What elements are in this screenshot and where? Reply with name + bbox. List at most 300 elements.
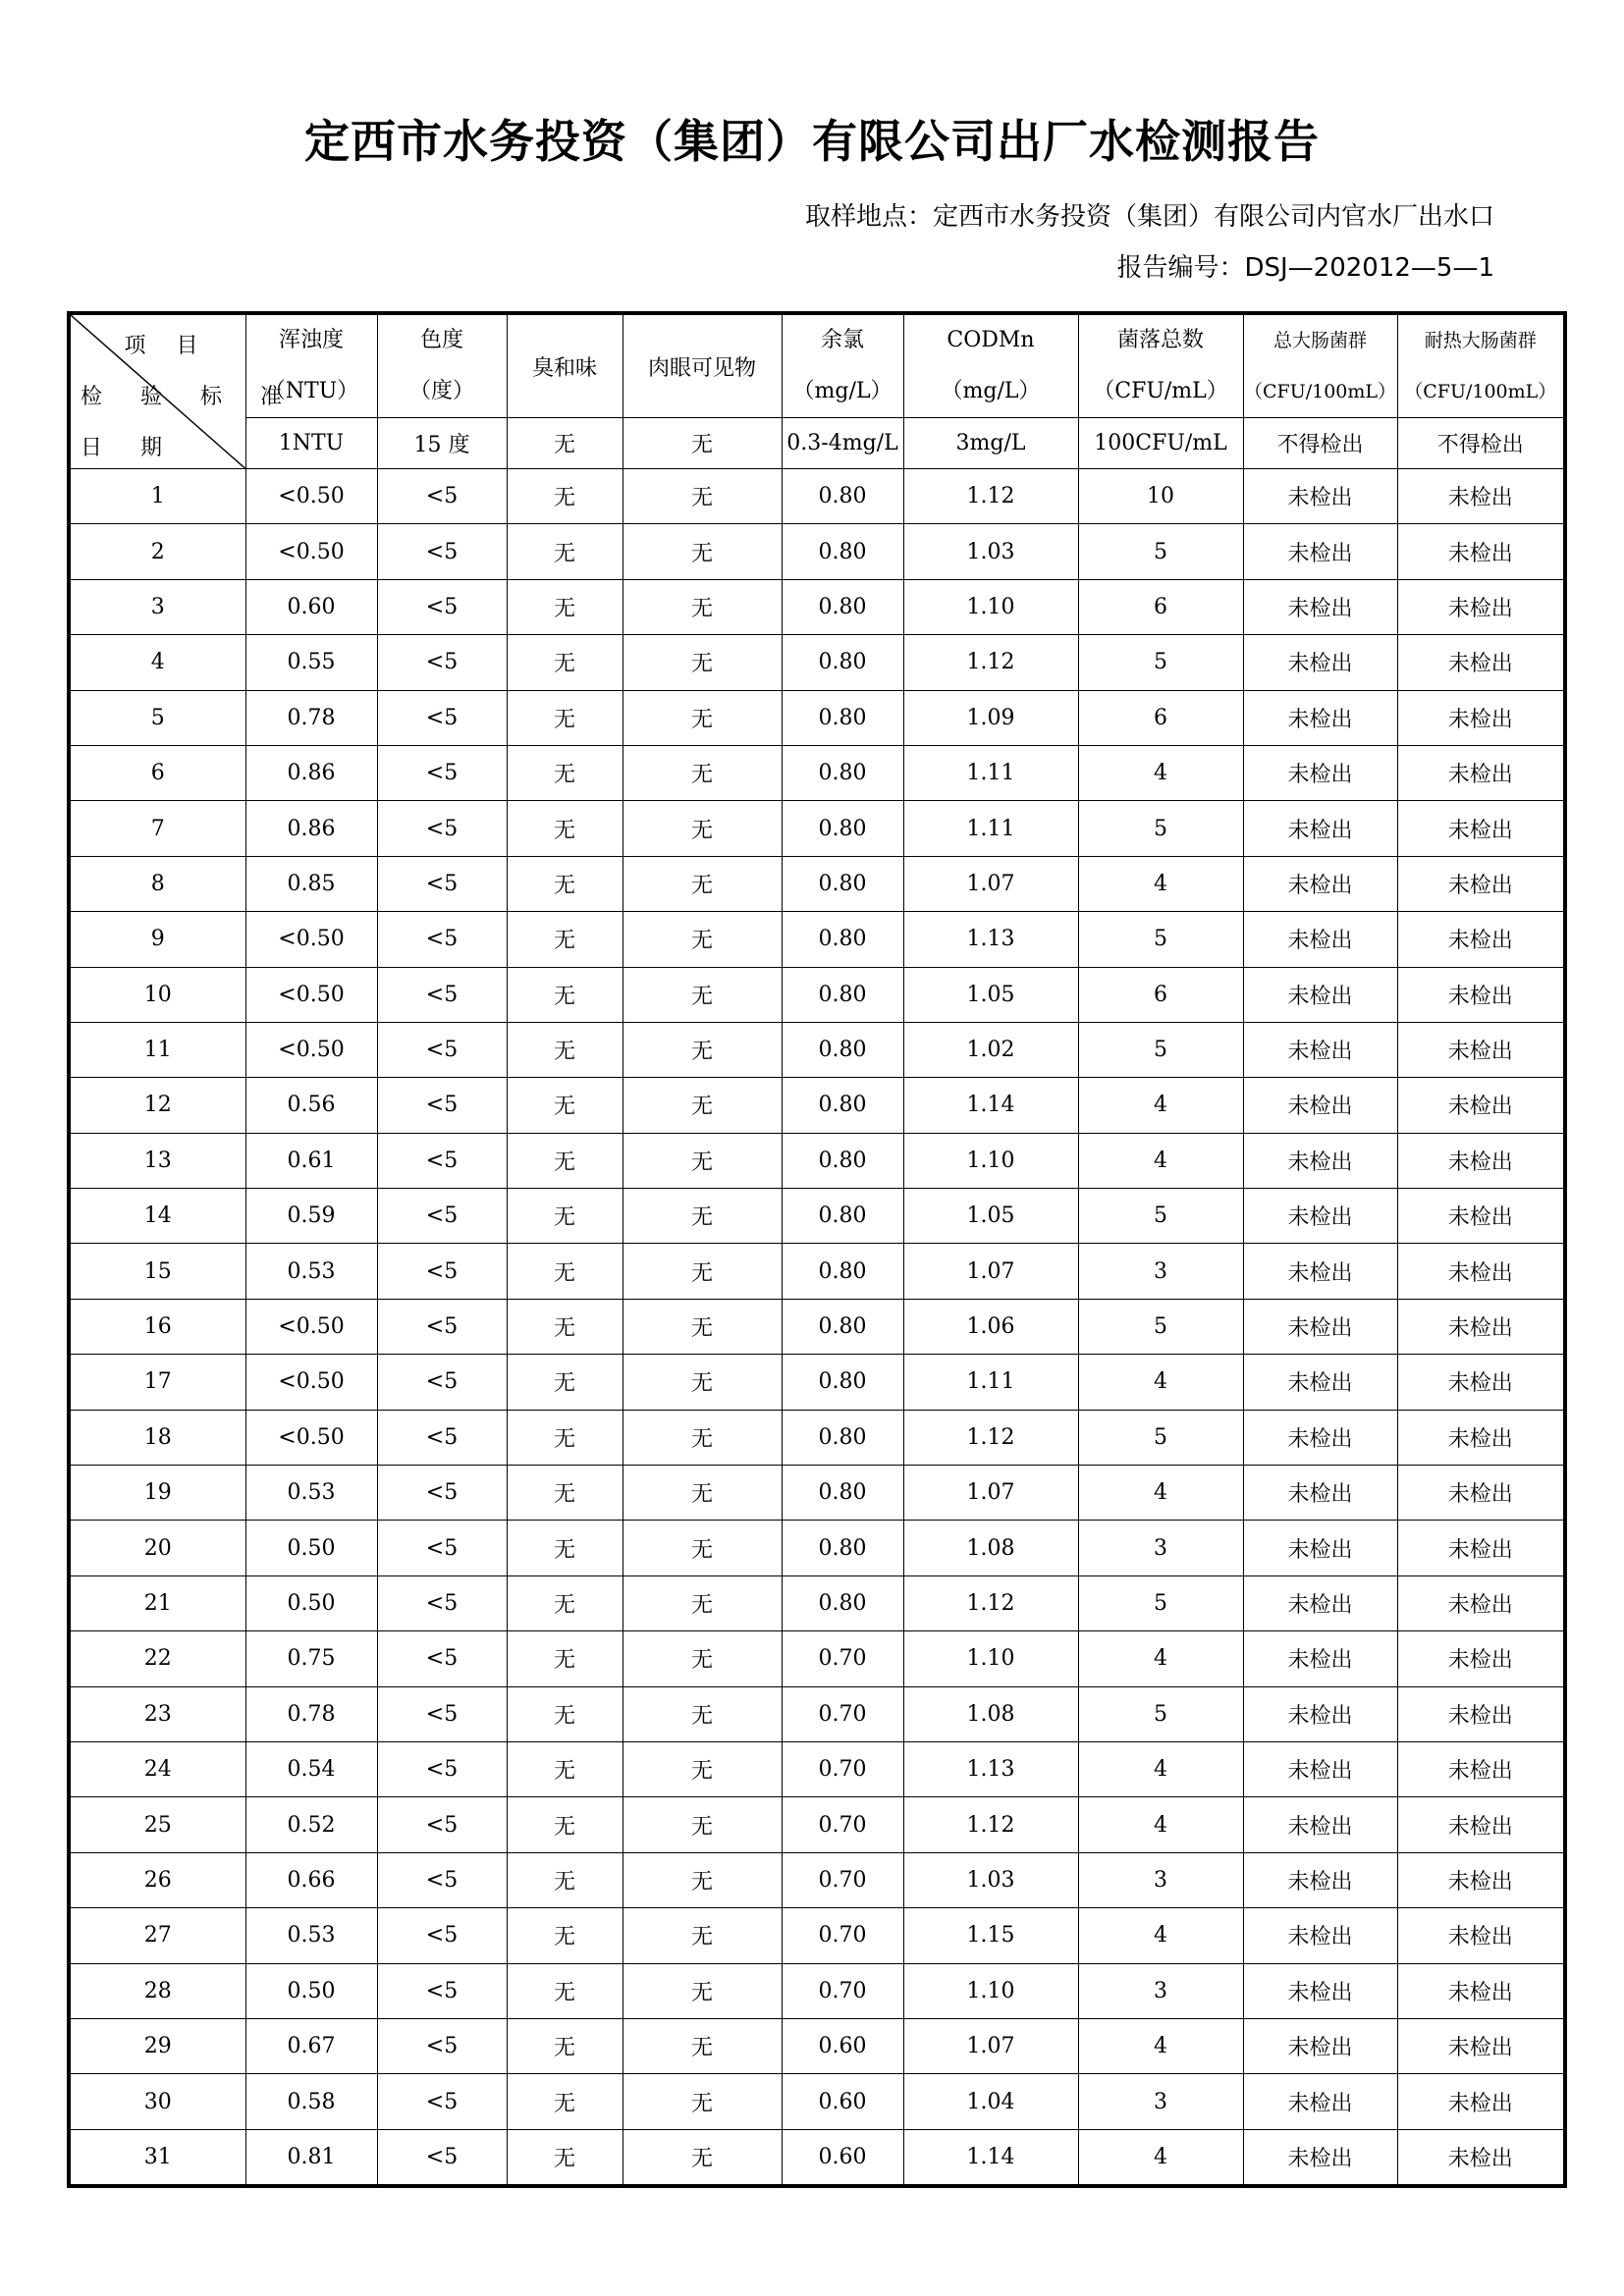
- value-cell: 未检出: [1397, 1022, 1565, 1077]
- date-cell: 13: [69, 1133, 245, 1188]
- diag-item-label: 项 目: [124, 334, 210, 358]
- value-cell: 未检出: [1243, 2018, 1397, 2073]
- value-cell: 未检出: [1243, 1022, 1397, 1077]
- standard-cell: 3mg/L: [903, 418, 1078, 469]
- diag-date-label: 日 期: [81, 436, 178, 460]
- value-cell: 未检出: [1397, 1466, 1565, 1521]
- value-cell: <5: [377, 1355, 507, 1410]
- value-cell: 0.67: [245, 2018, 377, 2073]
- value-cell: 4: [1078, 745, 1243, 800]
- value-cell: 0.80: [782, 1244, 903, 1299]
- date-cell: 31: [69, 2129, 245, 2186]
- col-header: CODMn （mg/L）: [903, 313, 1078, 418]
- col-header: 浑浊度 （NTU）: [245, 313, 377, 418]
- table-row: [69, 2074, 1565, 2129]
- value-cell: 1.03: [903, 1852, 1078, 1907]
- value-cell: 5: [1078, 1575, 1243, 1630]
- value-cell: 0.55: [245, 635, 377, 690]
- value-cell: 无: [623, 1963, 782, 2018]
- value-cell: 0.70: [782, 1963, 903, 2018]
- value-cell: 未检出: [1397, 1410, 1565, 1465]
- value-cell: <5: [377, 2074, 507, 2129]
- value-cell: 1.11: [903, 1355, 1078, 1410]
- value-cell: 1.03: [903, 524, 1078, 579]
- table-row: [69, 579, 1565, 634]
- table-row: [69, 1299, 1565, 1354]
- table-body: [69, 469, 1565, 2187]
- table-row: [69, 1466, 1565, 1521]
- value-cell: <0.50: [245, 967, 377, 1022]
- value-cell: 1.07: [903, 1244, 1078, 1299]
- value-cell: 未检出: [1243, 524, 1397, 579]
- table-row: [69, 1189, 1565, 1244]
- value-cell: <0.50: [245, 524, 377, 579]
- value-cell: <5: [377, 2129, 507, 2186]
- value-cell: 未检出: [1397, 469, 1565, 524]
- value-cell: 无: [507, 1189, 623, 1244]
- standard-cell: 1NTU: [245, 418, 377, 469]
- date-cell: 14: [69, 1189, 245, 1244]
- value-cell: 1.07: [903, 1466, 1078, 1521]
- value-cell: 0.86: [245, 745, 377, 800]
- value-cell: 4: [1078, 856, 1243, 911]
- value-cell: 未检出: [1243, 745, 1397, 800]
- value-cell: 无: [623, 1078, 782, 1133]
- table-row: [69, 524, 1565, 579]
- value-cell: 未检出: [1243, 801, 1397, 856]
- value-cell: 1.05: [903, 1189, 1078, 1244]
- value-cell: 未检出: [1243, 967, 1397, 1022]
- value-cell: 未检出: [1397, 1078, 1565, 1133]
- value-cell: 无: [623, 967, 782, 1022]
- value-cell: 0.80: [782, 1466, 903, 1521]
- value-cell: <0.50: [245, 1410, 377, 1465]
- table-row: [69, 1631, 1565, 1686]
- value-cell: 5: [1078, 912, 1243, 967]
- date-cell: 29: [69, 2018, 245, 2073]
- value-cell: 1.12: [903, 469, 1078, 524]
- value-cell: 无: [507, 1244, 623, 1299]
- value-cell: 无: [623, 1189, 782, 1244]
- date-cell: 5: [69, 690, 245, 745]
- header-row-standards: [69, 418, 1565, 469]
- date-cell: 4: [69, 635, 245, 690]
- report-title: 定西市水务投资（集团）有限公司出厂水检测报告: [304, 115, 1320, 168]
- value-cell: 1.12: [903, 635, 1078, 690]
- table-row: [69, 745, 1565, 800]
- date-cell: 24: [69, 1741, 245, 1796]
- value-cell: 0.86: [245, 801, 377, 856]
- value-cell: 未检出: [1397, 967, 1565, 1022]
- col-header: 肉眼可见物: [623, 313, 782, 418]
- value-cell: 0.80: [782, 1189, 903, 1244]
- value-cell: 无: [623, 1521, 782, 1575]
- value-cell: 0.70: [782, 1908, 903, 1963]
- value-cell: 无: [507, 912, 623, 967]
- value-cell: 未检出: [1397, 856, 1565, 911]
- value-cell: 1.10: [903, 1133, 1078, 1188]
- value-cell: 1.10: [903, 579, 1078, 634]
- value-cell: <5: [377, 1908, 507, 1963]
- value-cell: 未检出: [1397, 524, 1565, 579]
- standard-cell: 0.3-4mg/L: [782, 418, 903, 469]
- value-cell: <5: [377, 1521, 507, 1575]
- value-cell: 0.80: [782, 801, 903, 856]
- value-cell: 无: [507, 1908, 623, 1963]
- table-row: [69, 1022, 1565, 1077]
- value-cell: 无: [623, 524, 782, 579]
- value-cell: 4: [1078, 1631, 1243, 1686]
- col-header: 总大肠菌群 （CFU/100mL）: [1243, 313, 1397, 418]
- date-cell: 30: [69, 2074, 245, 2129]
- date-cell: 8: [69, 856, 245, 911]
- value-cell: <5: [377, 856, 507, 911]
- value-cell: 未检出: [1243, 1963, 1397, 2018]
- value-cell: 无: [507, 856, 623, 911]
- value-cell: 1.12: [903, 1797, 1078, 1852]
- value-cell: 未检出: [1243, 635, 1397, 690]
- value-cell: <5: [377, 1189, 507, 1244]
- value-cell: 1.11: [903, 801, 1078, 856]
- value-cell: 0.80: [782, 1575, 903, 1630]
- standard-cell: 100CFU/mL: [1078, 418, 1243, 469]
- table-row: [69, 1908, 1565, 1963]
- value-cell: 无: [623, 690, 782, 745]
- date-cell: 23: [69, 1686, 245, 1741]
- value-cell: 无: [507, 1686, 623, 1741]
- value-cell: 0.52: [245, 1797, 377, 1852]
- value-cell: 未检出: [1243, 1244, 1397, 1299]
- value-cell: 1.05: [903, 967, 1078, 1022]
- table-row: [69, 856, 1565, 911]
- date-cell: 7: [69, 801, 245, 856]
- value-cell: 3: [1078, 1963, 1243, 2018]
- value-cell: 无: [507, 1355, 623, 1410]
- value-cell: 0.60: [245, 579, 377, 634]
- value-cell: 0.60: [782, 2129, 903, 2186]
- value-cell: 3: [1078, 1852, 1243, 1907]
- value-cell: 未检出: [1243, 1686, 1397, 1741]
- value-cell: 4: [1078, 1741, 1243, 1796]
- value-cell: <5: [377, 967, 507, 1022]
- value-cell: <5: [377, 1797, 507, 1852]
- value-cell: 1.15: [903, 1908, 1078, 1963]
- value-cell: 无: [623, 801, 782, 856]
- table-row: [69, 967, 1565, 1022]
- value-cell: 0.75: [245, 1631, 377, 1686]
- value-cell: 未检出: [1397, 1521, 1565, 1575]
- value-cell: 4: [1078, 1466, 1243, 1521]
- table-row: [69, 1963, 1565, 2018]
- value-cell: 0.53: [245, 1908, 377, 1963]
- date-cell: 1: [69, 469, 245, 524]
- value-cell: 未检出: [1397, 1244, 1565, 1299]
- value-cell: 无: [507, 1078, 623, 1133]
- value-cell: 5: [1078, 801, 1243, 856]
- value-cell: 0.56: [245, 1078, 377, 1133]
- value-cell: 无: [623, 856, 782, 911]
- value-cell: 无: [623, 469, 782, 524]
- value-cell: 无: [507, 2074, 623, 2129]
- value-cell: <5: [377, 801, 507, 856]
- value-cell: 无: [623, 635, 782, 690]
- value-cell: 未检出: [1243, 2074, 1397, 2129]
- date-cell: 11: [69, 1022, 245, 1077]
- value-cell: <5: [377, 912, 507, 967]
- value-cell: 未检出: [1397, 635, 1565, 690]
- value-cell: 无: [623, 1852, 782, 1907]
- standard-cell: 无: [507, 418, 623, 469]
- value-cell: 无: [623, 1410, 782, 1465]
- value-cell: <5: [377, 1741, 507, 1796]
- value-cell: 5: [1078, 524, 1243, 579]
- value-cell: 未检出: [1397, 912, 1565, 967]
- value-cell: 1.12: [903, 1410, 1078, 1465]
- value-cell: 1.08: [903, 1686, 1078, 1741]
- table-row: [69, 1797, 1565, 1852]
- table-row: [69, 1852, 1565, 1907]
- value-cell: 未检出: [1397, 1299, 1565, 1354]
- value-cell: 1.09: [903, 690, 1078, 745]
- date-cell: 16: [69, 1299, 245, 1354]
- report-number: 报告编号：DSJ—202012—5—1: [1116, 253, 1494, 283]
- value-cell: 未检出: [1243, 1797, 1397, 1852]
- value-cell: 无: [623, 2129, 782, 2186]
- value-cell: 0.50: [245, 1521, 377, 1575]
- value-cell: 0.80: [782, 1521, 903, 1575]
- value-cell: 6: [1078, 690, 1243, 745]
- value-cell: 无: [507, 2018, 623, 2073]
- value-cell: 无: [623, 745, 782, 800]
- value-cell: 0.53: [245, 1244, 377, 1299]
- value-cell: 0.80: [782, 1299, 903, 1354]
- value-cell: 未检出: [1243, 1575, 1397, 1630]
- value-cell: 0.70: [782, 1741, 903, 1796]
- value-cell: 1.10: [903, 1631, 1078, 1686]
- value-cell: 0.80: [782, 524, 903, 579]
- value-cell: 10: [1078, 469, 1243, 524]
- value-cell: 无: [623, 579, 782, 634]
- value-cell: 无: [507, 1852, 623, 1907]
- col-header: 余氯 （mg/L）: [782, 313, 903, 418]
- value-cell: 6: [1078, 579, 1243, 634]
- value-cell: <0.50: [245, 1355, 377, 1410]
- value-cell: 未检出: [1243, 579, 1397, 634]
- date-cell: 26: [69, 1852, 245, 1907]
- value-cell: 0.80: [782, 1410, 903, 1465]
- table-row: [69, 1686, 1565, 1741]
- value-cell: 0.70: [782, 1797, 903, 1852]
- value-cell: 0.54: [245, 1741, 377, 1796]
- value-cell: 未检出: [1397, 2129, 1565, 2186]
- value-cell: 1.10: [903, 1963, 1078, 2018]
- value-cell: <5: [377, 1410, 507, 1465]
- value-cell: 0.80: [782, 856, 903, 911]
- value-cell: 未检出: [1243, 1133, 1397, 1188]
- value-cell: 无: [507, 1022, 623, 1077]
- value-cell: <5: [377, 1078, 507, 1133]
- value-cell: 未检出: [1397, 579, 1565, 634]
- col-header: 菌落总数 （CFU/mL）: [1078, 313, 1243, 418]
- value-cell: 0.50: [245, 1963, 377, 2018]
- value-cell: 未检出: [1397, 690, 1565, 745]
- value-cell: 0.61: [245, 1133, 377, 1188]
- value-cell: <5: [377, 1244, 507, 1299]
- value-cell: 1.08: [903, 1521, 1078, 1575]
- water-quality-table: [67, 311, 1567, 2188]
- value-cell: 3: [1078, 2074, 1243, 2129]
- value-cell: 0.58: [245, 2074, 377, 2129]
- value-cell: 未检出: [1243, 2129, 1397, 2186]
- value-cell: 未检出: [1243, 1741, 1397, 1796]
- value-cell: 0.50: [245, 1575, 377, 1630]
- value-cell: 4: [1078, 1355, 1243, 1410]
- value-cell: 未检出: [1243, 1852, 1397, 1907]
- value-cell: 无: [623, 912, 782, 967]
- value-cell: 无: [507, 1410, 623, 1465]
- value-cell: <5: [377, 469, 507, 524]
- value-cell: 未检出: [1397, 2018, 1565, 2073]
- value-cell: 未检出: [1397, 1575, 1565, 1630]
- date-cell: 3: [69, 579, 245, 634]
- table-row: [69, 912, 1565, 967]
- diag-standard-label: 检 验 标 准: [81, 385, 298, 409]
- value-cell: 5: [1078, 1022, 1243, 1077]
- table-row: [69, 1355, 1565, 1410]
- value-cell: 无: [623, 1686, 782, 1741]
- value-cell: 5: [1078, 635, 1243, 690]
- value-cell: 1.06: [903, 1299, 1078, 1354]
- value-cell: 无: [507, 579, 623, 634]
- table-row: [69, 469, 1565, 524]
- value-cell: 未检出: [1243, 469, 1397, 524]
- date-cell: 25: [69, 1797, 245, 1852]
- value-cell: 无: [623, 1355, 782, 1410]
- date-cell: 21: [69, 1575, 245, 1630]
- value-cell: 0.66: [245, 1852, 377, 1907]
- value-cell: <5: [377, 2018, 507, 2073]
- value-cell: <5: [377, 1299, 507, 1354]
- value-cell: 无: [507, 1299, 623, 1354]
- value-cell: 0.53: [245, 1466, 377, 1521]
- value-cell: 无: [507, 1466, 623, 1521]
- col-header: 臭和味: [507, 313, 623, 418]
- value-cell: 0.80: [782, 912, 903, 967]
- value-cell: 1.04: [903, 2074, 1078, 2129]
- table-row: [69, 1575, 1565, 1630]
- value-cell: 1.13: [903, 1741, 1078, 1796]
- value-cell: <5: [377, 635, 507, 690]
- standard-cell: 不得检出: [1397, 418, 1565, 469]
- value-cell: 未检出: [1397, 745, 1565, 800]
- table-row: [69, 2129, 1565, 2186]
- date-cell: 20: [69, 1521, 245, 1575]
- table-row: [69, 1741, 1565, 1796]
- value-cell: <5: [377, 745, 507, 800]
- value-cell: 未检出: [1397, 1631, 1565, 1686]
- value-cell: <5: [377, 1631, 507, 1686]
- table-row: [69, 690, 1565, 745]
- value-cell: 无: [623, 1797, 782, 1852]
- value-cell: <5: [377, 690, 507, 745]
- value-cell: 未检出: [1397, 1686, 1565, 1741]
- value-cell: 无: [623, 1741, 782, 1796]
- date-cell: 10: [69, 967, 245, 1022]
- value-cell: 3: [1078, 1244, 1243, 1299]
- value-cell: 0.80: [782, 469, 903, 524]
- value-cell: 无: [507, 801, 623, 856]
- value-cell: <5: [377, 1133, 507, 1188]
- value-cell: 未检出: [1243, 1521, 1397, 1575]
- table-row: [69, 1133, 1565, 1188]
- value-cell: 0.80: [782, 1022, 903, 1077]
- diagonal-header-cell: [69, 313, 298, 469]
- value-cell: 4: [1078, 1133, 1243, 1188]
- value-cell: 1.02: [903, 1022, 1078, 1077]
- value-cell: 无: [507, 967, 623, 1022]
- value-cell: 无: [507, 690, 623, 745]
- value-cell: 无: [507, 469, 623, 524]
- table-row: [69, 2018, 1565, 2073]
- col-header: 耐热大肠菌群 （CFU/100mL）: [1397, 313, 1565, 418]
- value-cell: 0.80: [782, 1133, 903, 1188]
- value-cell: 未检出: [1397, 1133, 1565, 1188]
- value-cell: 0.78: [245, 1686, 377, 1741]
- value-cell: 无: [507, 524, 623, 579]
- value-cell: 未检出: [1243, 1410, 1397, 1465]
- value-cell: 4: [1078, 1797, 1243, 1852]
- date-cell: 2: [69, 524, 245, 579]
- value-cell: 未检出: [1243, 1078, 1397, 1133]
- value-cell: 无: [623, 2018, 782, 2073]
- value-cell: 未检出: [1243, 912, 1397, 967]
- standard-cell: 15 度: [377, 418, 507, 469]
- value-cell: 无: [507, 1521, 623, 1575]
- table-row: [69, 1244, 1565, 1299]
- value-cell: <5: [377, 1466, 507, 1521]
- date-cell: 18: [69, 1410, 245, 1465]
- value-cell: 0.59: [245, 1189, 377, 1244]
- value-cell: 5: [1078, 1299, 1243, 1354]
- value-cell: 1.07: [903, 2018, 1078, 2073]
- value-cell: 4: [1078, 2129, 1243, 2186]
- value-cell: <0.50: [245, 1022, 377, 1077]
- value-cell: 无: [507, 1797, 623, 1852]
- value-cell: 0.81: [245, 2129, 377, 2186]
- value-cell: 未检出: [1243, 690, 1397, 745]
- value-cell: 未检出: [1243, 856, 1397, 911]
- value-cell: 未检出: [1243, 1299, 1397, 1354]
- value-cell: 0.60: [782, 2074, 903, 2129]
- col-header: 色度 （度）: [377, 313, 507, 418]
- date-cell: 17: [69, 1355, 245, 1410]
- value-cell: 未检出: [1397, 2074, 1565, 2129]
- value-cell: 0.80: [782, 1078, 903, 1133]
- value-cell: 4: [1078, 2018, 1243, 2073]
- value-cell: 未检出: [1243, 1189, 1397, 1244]
- value-cell: 0.70: [782, 1631, 903, 1686]
- value-cell: 未检出: [1243, 1466, 1397, 1521]
- value-cell: 未检出: [1397, 1908, 1565, 1963]
- value-cell: 无: [507, 1575, 623, 1630]
- date-cell: 19: [69, 1466, 245, 1521]
- date-cell: 27: [69, 1908, 245, 1963]
- value-cell: 无: [507, 2129, 623, 2186]
- value-cell: 未检出: [1397, 1797, 1565, 1852]
- value-cell: 未检出: [1397, 1741, 1565, 1796]
- value-cell: 无: [507, 745, 623, 800]
- value-cell: <5: [377, 1686, 507, 1741]
